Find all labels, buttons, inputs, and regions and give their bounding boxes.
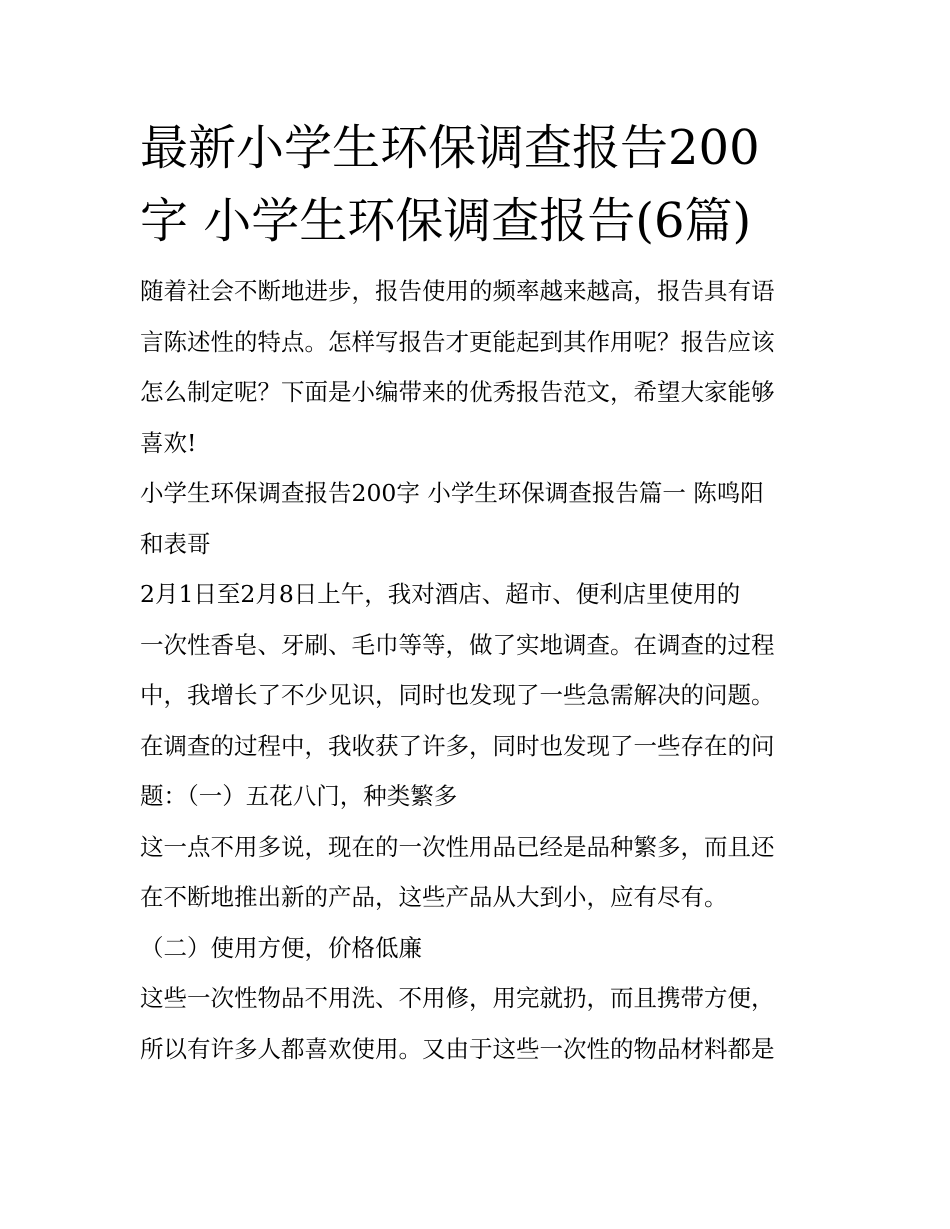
survey-paragraph — [140, 569, 820, 822]
text-line: 怎么制定呢？下面是小编带来的优秀报告范文，希望大家能够 — [140, 378, 775, 406]
title-line: 最新小学生环保调查报告200 — [140, 120, 760, 176]
text-line: 言陈述性的特点。怎样写报告才更能起到其作用呢？报告应该 — [140, 327, 775, 356]
convenience-paragraph — [140, 973, 820, 1074]
text-line: 在调查的过程中，我收获了许多，同时也发现了一些存在的问 — [140, 731, 775, 760]
document-page — [140, 112, 820, 1074]
document-body — [140, 266, 820, 1074]
text-line: 题：（一）五花八门，种类繁多 — [140, 782, 458, 810]
text-line: 所以有许多人都喜欢使用。又由于这些一次性的物品材料都是 — [140, 1034, 775, 1063]
text-line: 随着社会不断地进步，报告使用的频率越来越高，报告具有语 — [140, 277, 775, 305]
text-line: 小学生环保调查报告200字 小学生环保调查报告篇一 陈鸣阳 — [140, 479, 764, 507]
subheading-paragraph — [140, 923, 820, 974]
intro-paragraph — [140, 266, 820, 468]
text-line: 这些一次性物品不用洗、不用修，用完就扔，而且携带方便， — [140, 984, 775, 1012]
text-line: 2月1日至2月8日上午，我对酒店、超市、便利店里使用的 — [140, 580, 741, 608]
section-heading-paragraph — [140, 468, 820, 569]
text-line: 这一点不用多说，现在的一次性用品已经是品种繁多，而且还 — [140, 832, 775, 861]
variety-paragraph — [140, 822, 820, 923]
title-line: 字 小学生环保调查报告(6篇) — [140, 193, 752, 249]
text-line: 和表哥 — [140, 529, 211, 558]
document-title — [140, 112, 820, 258]
text-line: 中，我增长了不少见识，同时也发现了一些急需解决的问题。 — [140, 681, 775, 709]
text-line: 一次性香皂、牙刷、毛巾等等，做了实地调查。在调查的过程 — [140, 630, 775, 659]
text-line: 在不断地推出新的产品，这些产品从大到小，应有尽有。 — [140, 883, 728, 911]
text-line: （二）使用方便，价格低廉 — [140, 933, 422, 962]
text-line: 喜欢! — [140, 428, 197, 457]
